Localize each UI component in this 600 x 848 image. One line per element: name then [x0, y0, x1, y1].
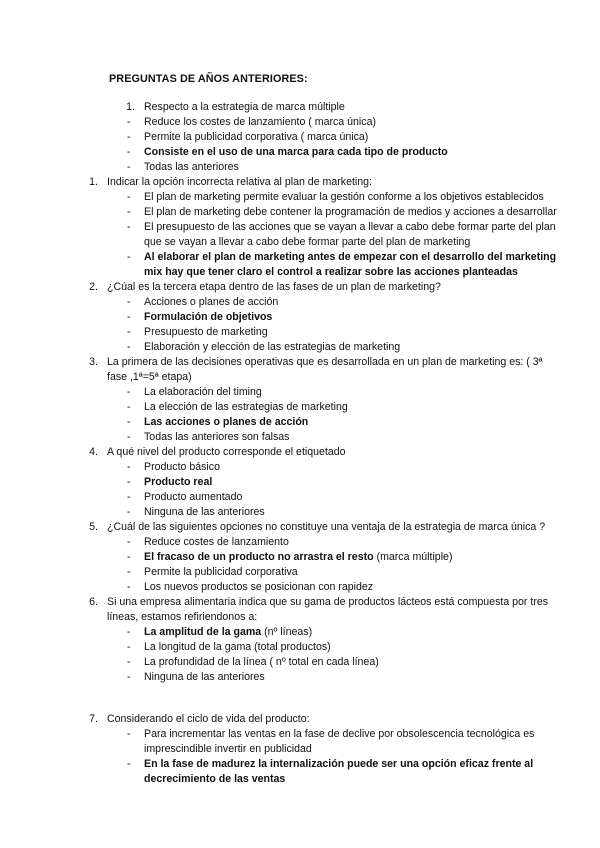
correct-option-text-continued: mix hay que tener claro el control a realizar sobre las acciones planteadas	[144, 266, 518, 278]
question-text: Indicar la opción incorrecta relativa al plan de marketing:	[107, 176, 372, 188]
option-bullet: -	[127, 671, 131, 683]
option-bullet: -	[127, 656, 131, 668]
question-text: A qué nivel del producto corresponde el etiquetado	[107, 446, 346, 458]
option-bullet: -	[127, 206, 131, 218]
question-text: La primera de las decisiones operativas que es desarrollada en un plan de marketing es: ( 3ª	[107, 356, 543, 368]
option-bullet: -	[127, 506, 131, 518]
correct-option-text: Consiste en el uso de una marca para cada tipo de producto	[144, 146, 448, 158]
option-bullet: -	[127, 131, 131, 143]
option-bullet: -	[127, 326, 131, 338]
question-number: 1.	[126, 101, 135, 113]
option-text: Ninguna de las anteriores	[144, 506, 265, 518]
option-text: El presupuesto de las acciones que se vayan a llevar a cabo debe formar parte del plan	[144, 221, 556, 233]
question-number: 6.	[89, 596, 98, 608]
option-text: Ninguna de las anteriores	[144, 671, 265, 683]
correct-option-text-continued: decrecimiento de las ventas	[144, 773, 286, 785]
question-number: 7.	[89, 713, 98, 725]
option-bullet: -	[127, 581, 131, 593]
correct-option-text: Producto real	[144, 476, 213, 488]
question-number: 5.	[89, 521, 98, 533]
question-text: Respecto a la estrategia de marca múltiple	[144, 101, 345, 113]
page-title: PREGUNTAS DE AÑOS ANTERIORES:	[109, 73, 308, 85]
option-text: Permite la publicidad corporativa	[144, 566, 298, 578]
option-bullet: -	[127, 296, 131, 308]
option-text: Presupuesto de marketing	[144, 326, 268, 338]
question-text-continued: líneas, estamos refiriendonos a:	[107, 611, 258, 623]
option-text: La longitud de la gama (total productos)	[144, 641, 331, 653]
correct-option-text: El fracaso de un producto no arrastra el resto	[144, 551, 374, 563]
option-bullet: -	[127, 401, 131, 413]
option-text: El plan de marketing debe contener la programación de medios y acciones a desarrollar	[144, 206, 557, 218]
option-bullet: -	[127, 341, 131, 353]
option-bullet: -	[127, 161, 131, 173]
option-text: Para incrementar las ventas en la fase de declive por obsolescencia tecnológica es	[144, 728, 535, 740]
option-bullet: -	[127, 146, 131, 158]
question-number: 2.	[89, 281, 98, 293]
option-text: La elaboración del timing	[144, 386, 262, 398]
option-text: La profundidad de la línea ( nº total en cada línea)	[144, 656, 379, 668]
correct-option-text: En la fase de madurez la internalización puede ser una opción eficaz frente al	[144, 758, 534, 770]
option-note: (nº líneas)	[261, 626, 313, 638]
option-text: La elección de las estrategias de marketing	[144, 401, 348, 413]
question-text: ¿Cuál de las siguientes opciones no constituye una ventaja de la estrategia de marca única ?	[107, 521, 546, 533]
option-text: Los nuevos productos se posicionan con rapidez	[144, 581, 374, 593]
option-bullet: -	[127, 416, 131, 428]
option-bullet: -	[127, 116, 131, 128]
option-bullet: -	[127, 221, 131, 233]
correct-option-text: Las acciones o planes de acción	[144, 416, 309, 428]
option-bullet: -	[127, 386, 131, 398]
option-text: Acciones o planes de acción	[144, 296, 279, 308]
option-text: Producto aumentado	[144, 491, 243, 503]
question-text-continued: fase ,1ª=5ª etapa)	[107, 371, 192, 383]
option-text: Permite la publicidad corporativa ( marca única)	[144, 131, 369, 143]
question-text: ¿Cúal es la tercera etapa dentro de las fases de un plan de marketing?	[107, 281, 441, 293]
option-text	[144, 550, 452, 565]
option-text: Reduce costes de lanzamiento	[144, 536, 289, 548]
option-bullet: -	[127, 566, 131, 578]
question-number: 4.	[89, 446, 98, 458]
option-bullet: -	[127, 476, 131, 488]
option-text: Reduce los costes de lanzamiento ( marca única)	[144, 116, 376, 128]
correct-option-text: La amplitud de la gama	[144, 626, 262, 638]
option-bullet: -	[127, 311, 131, 323]
option-note: (marca múltiple)	[373, 551, 453, 563]
option-bullet: -	[127, 641, 131, 653]
option-bullet: -	[127, 758, 131, 770]
option-bullet: -	[127, 251, 131, 263]
option-bullet: -	[127, 536, 131, 548]
option-text: Todas las anteriores son falsas	[144, 431, 290, 443]
question-text: Si una empresa alimentaria indica que su gama de productos lácteos está compuesta por tres	[107, 596, 549, 608]
option-bullet: -	[127, 626, 131, 638]
question-number: 3.	[89, 356, 98, 368]
option-text	[144, 625, 312, 640]
correct-option-text: Al elaborar el plan de marketing antes de empezar con el desarrollo del marketing	[144, 251, 557, 263]
option-text: Producto básico	[144, 461, 220, 473]
option-text-continued: que se vayan a llevar a cabo debe formar parte del plan de marketing	[144, 236, 471, 248]
option-bullet: -	[127, 431, 131, 443]
question-number: 1.	[89, 176, 98, 188]
option-text: Elaboración y elección de las estrategias de marketing	[144, 341, 401, 353]
option-bullet: -	[127, 728, 131, 740]
option-bullet: -	[127, 491, 131, 503]
correct-option-text: Formulación de objetivos	[144, 311, 273, 323]
option-text: El plan de marketing permite evaluar la gestión conforme a los objetivos establecidos	[144, 191, 544, 203]
question-text: Considerando el ciclo de vida del producto:	[107, 713, 310, 725]
option-bullet: -	[127, 551, 131, 563]
option-bullet: -	[127, 461, 131, 473]
option-bullet: -	[127, 191, 131, 203]
option-text: Todas las anteriores	[144, 161, 239, 173]
option-text-continued: imprescindible invertir en publicidad	[144, 743, 312, 755]
